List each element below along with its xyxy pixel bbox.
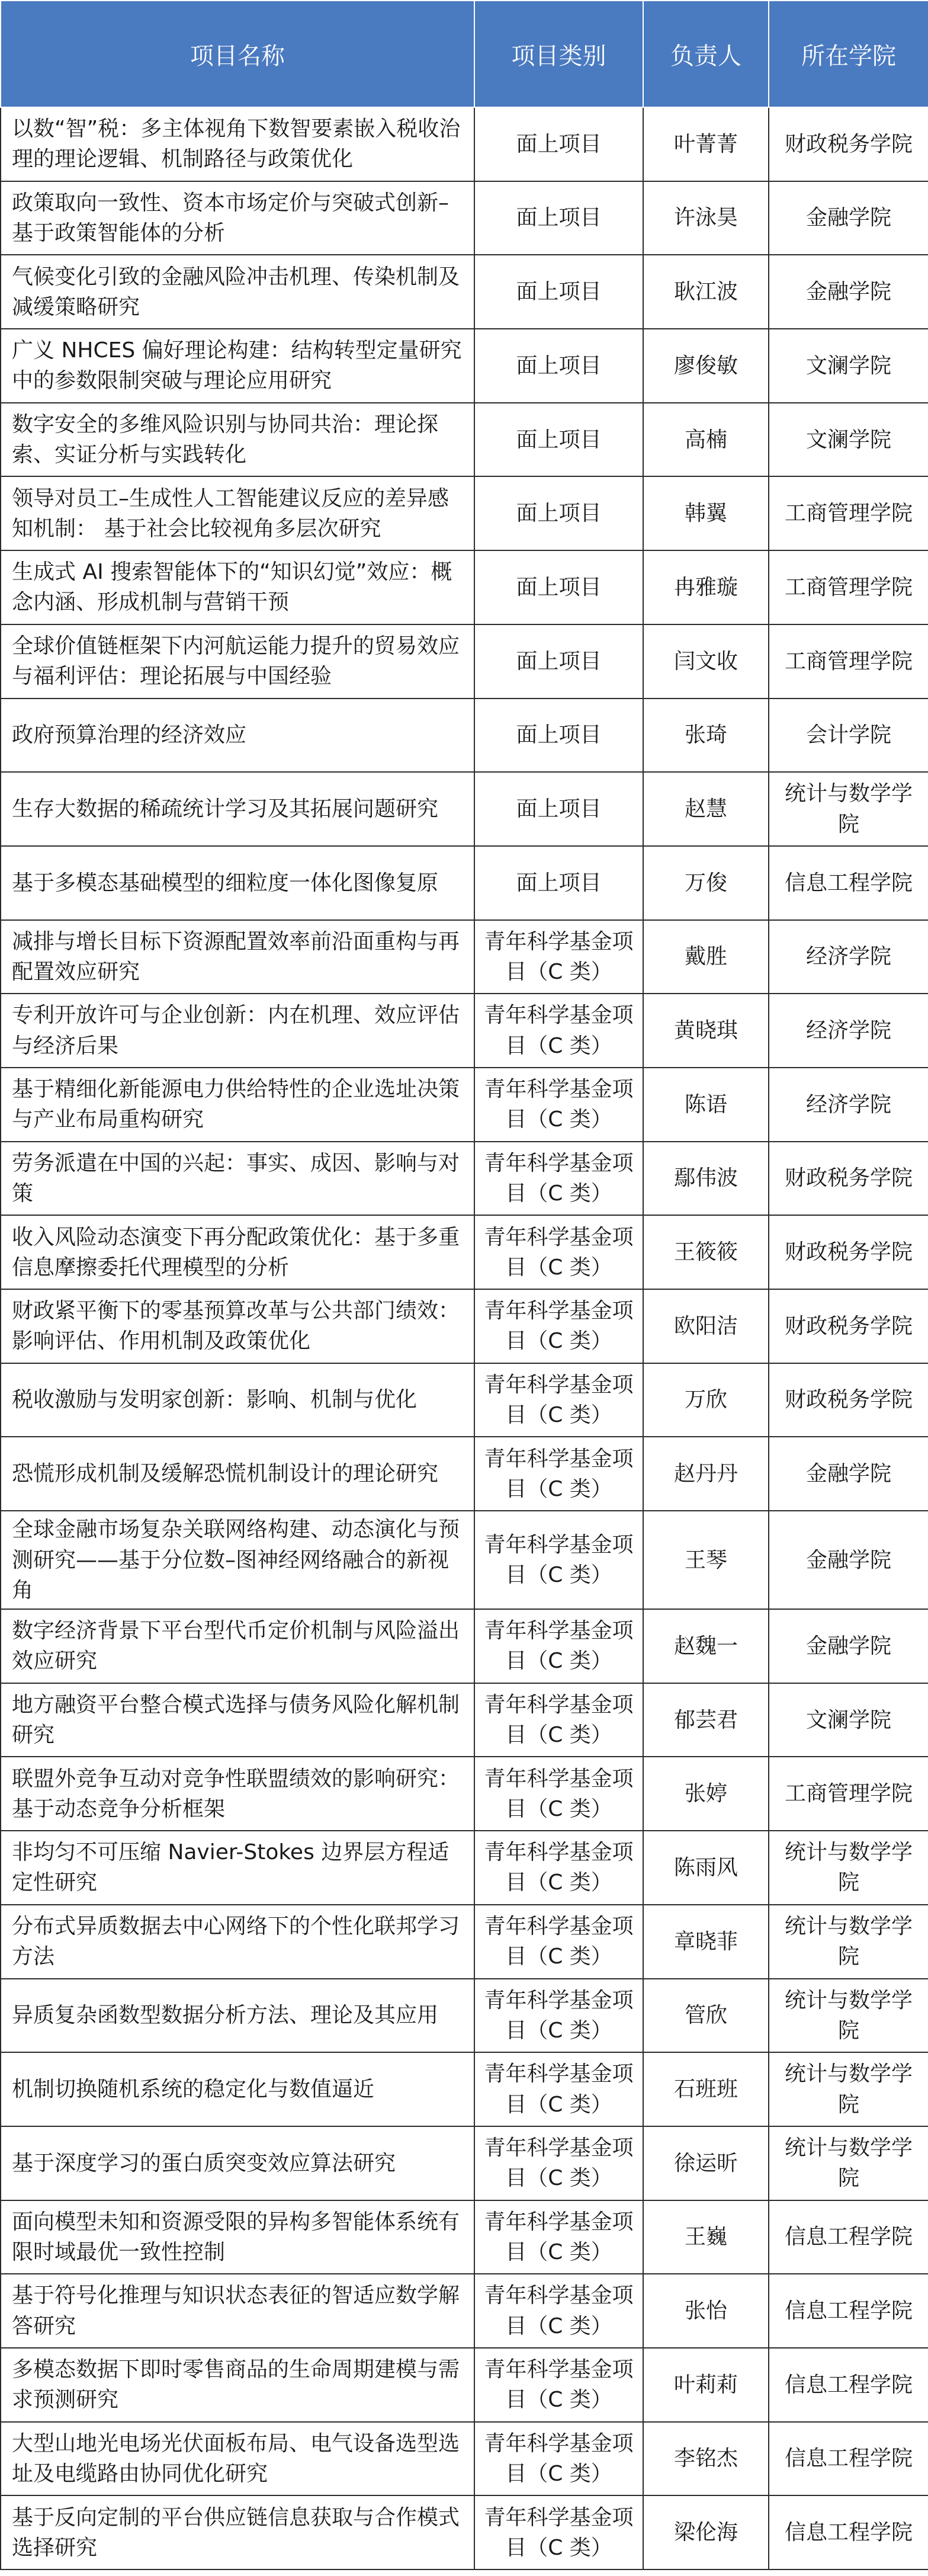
leader-cell: 王筱筱 xyxy=(643,1215,769,1289)
table-row xyxy=(1,994,928,1068)
project-name-cell: 基于精细化新能源电力供给特性的企业选址决策与产业布局重构研究 xyxy=(1,1068,474,1142)
project-category-cell: 青年科学基金项目（C 类） xyxy=(474,1757,643,1831)
table-row xyxy=(1,920,928,994)
project-category-cell: 青年科学基金项目（C 类） xyxy=(474,1979,643,2053)
header-project-category: 项目类别 xyxy=(474,1,643,107)
project-name-cell: 政策取向一致性、资本市场定价与突破式创新–基于政策智能体的分析 xyxy=(1,181,474,255)
leader-cell: 耿江波 xyxy=(643,255,769,329)
leader-cell: 廖俊敏 xyxy=(643,329,769,403)
leader-cell: 冉雅璇 xyxy=(643,550,769,624)
college-cell: 财政税务学院 xyxy=(769,1363,928,1437)
project-name-cell: 政府预算治理的经济效应 xyxy=(1,699,474,773)
college-cell: 工商管理学院 xyxy=(769,476,928,550)
project-name-cell: 非均匀不可压缩 Navier-Stokes 边界层方程适定性研究 xyxy=(1,1831,474,1905)
college-cell: 金融学院 xyxy=(769,255,928,329)
project-category-cell: 青年科学基金项目（C 类） xyxy=(474,1683,643,1757)
table-row xyxy=(1,403,928,477)
project-name-cell: 基于符号化推理与知识状态表征的智适应数学解答研究 xyxy=(1,2274,474,2348)
college-cell: 信息工程学院 xyxy=(769,2200,928,2274)
project-category-cell: 青年科学基金项目（C 类） xyxy=(474,920,643,994)
table-row xyxy=(1,255,928,329)
project-category-cell: 青年科学基金项目（C 类） xyxy=(474,1831,643,1905)
table-row xyxy=(1,1068,928,1142)
leader-cell: 陈语 xyxy=(643,1068,769,1142)
college-cell: 金融学院 xyxy=(769,1437,928,1511)
college-cell: 文澜学院 xyxy=(769,329,928,403)
project-name-cell: 减排与增长目标下资源配置效率前沿面重构与再配置效应研究 xyxy=(1,920,474,994)
table-row xyxy=(1,1289,928,1363)
leader-cell: 张怡 xyxy=(643,2274,769,2348)
table-row xyxy=(1,1831,928,1905)
college-cell: 信息工程学院 xyxy=(769,2348,928,2422)
header-row xyxy=(1,1,928,107)
table-row xyxy=(1,2274,928,2348)
table-row xyxy=(1,329,928,403)
college-cell: 财政税务学院 xyxy=(769,1289,928,1363)
table-row xyxy=(1,2126,928,2200)
project-name-cell: 大型山地光电场光伏面板布局、电气设备选型选址及电缆路由协同优化研究 xyxy=(1,2422,474,2496)
table-row xyxy=(1,1609,928,1683)
table-row xyxy=(1,1905,928,1979)
leader-cell: 赵丹丹 xyxy=(643,1437,769,1511)
leader-cell: 万俊 xyxy=(643,846,769,920)
project-name-cell: 以数“智”税：多主体视角下数智要素嵌入税收治理的理论逻辑、机制路径与政策优化 xyxy=(1,107,474,181)
project-category-cell: 青年科学基金项目（C 类） xyxy=(474,1511,643,1609)
table-row xyxy=(1,1757,928,1831)
leader-cell: 章晓菲 xyxy=(643,1905,769,1979)
project-category-cell: 青年科学基金项目（C 类） xyxy=(474,1142,643,1216)
table-row xyxy=(1,550,928,624)
project-category-cell: 青年科学基金项目（C 类） xyxy=(474,1437,643,1511)
table-row xyxy=(1,1142,928,1216)
project-category-cell: 青年科学基金项目（C 类） xyxy=(474,1905,643,1979)
college-cell: 统计与数学学院 xyxy=(769,1905,928,1979)
project-category-cell: 面上项目 xyxy=(474,476,643,550)
table-row xyxy=(1,699,928,773)
table-row xyxy=(1,624,928,699)
project-name-cell: 收入风险动态演变下再分配政策优化：基于多重信息摩擦委托代理模型的分析 xyxy=(1,1215,474,1289)
college-cell: 财政税务学院 xyxy=(769,1142,928,1216)
leader-cell: 戴胜 xyxy=(643,920,769,994)
project-name-cell: 领导对员工–生成性人工智能建议反应的差异感知机制： 基于社会比较视角多层次研究 xyxy=(1,476,474,550)
project-category-cell: 青年科学基金项目（C 类） xyxy=(474,2274,643,2348)
college-cell: 工商管理学院 xyxy=(769,1757,928,1831)
college-cell: 工商管理学院 xyxy=(769,624,928,699)
project-name-cell: 广义 NHCES 偏好理论构建：结构转型定量研究中的参数限制突破与理论应用研究 xyxy=(1,329,474,403)
college-cell: 统计与数学学院 xyxy=(769,2052,928,2126)
table-row xyxy=(1,1511,928,1609)
table-row xyxy=(1,2495,928,2569)
header-college: 所在学院 xyxy=(769,1,928,107)
project-category-cell: 面上项目 xyxy=(474,699,643,773)
leader-cell: 万欣 xyxy=(643,1363,769,1437)
college-cell: 财政税务学院 xyxy=(769,107,928,181)
college-cell: 文澜学院 xyxy=(769,1683,928,1757)
leader-cell: 郁芸君 xyxy=(643,1683,769,1757)
college-cell: 文澜学院 xyxy=(769,403,928,477)
table-row xyxy=(1,1215,928,1289)
project-category-cell: 面上项目 xyxy=(474,329,643,403)
project-category-cell: 面上项目 xyxy=(474,255,643,329)
project-category-cell: 青年科学基金项目（C 类） xyxy=(474,1609,643,1683)
table-row xyxy=(1,1363,928,1437)
project-name-cell: 面向模型未知和资源受限的异构多智能体系统有限时域最优一致性控制 xyxy=(1,2200,474,2274)
college-cell: 金融学院 xyxy=(769,1609,928,1683)
college-cell: 信息工程学院 xyxy=(769,2274,928,2348)
project-name-cell: 生存大数据的稀疏统计学习及其拓展问题研究 xyxy=(1,772,474,846)
project-name-cell: 基于反向定制的平台供应链信息获取与合作模式选择研究 xyxy=(1,2495,474,2569)
leader-cell: 李铭杰 xyxy=(643,2422,769,2496)
project-name-cell: 机制切换随机系统的稳定化与数值逼近 xyxy=(1,2052,474,2126)
leader-cell: 徐运昕 xyxy=(643,2126,769,2200)
project-category-cell: 青年科学基金项目（C 类） xyxy=(474,1289,643,1363)
leader-cell: 鄢伟波 xyxy=(643,1142,769,1216)
leader-cell: 闫文收 xyxy=(643,624,769,699)
project-name-cell: 气候变化引致的金融风险冲击机理、传染机制及减缓策略研究 xyxy=(1,255,474,329)
leader-cell: 梁伦海 xyxy=(643,2495,769,2569)
table-row xyxy=(1,2052,928,2126)
leader-cell: 王巍 xyxy=(643,2200,769,2274)
project-name-cell: 联盟外竞争互动对竞争性联盟绩效的影响研究：基于动态竞争分析框架 xyxy=(1,1757,474,1831)
project-category-cell: 青年科学基金项目（C 类） xyxy=(474,2200,643,2274)
college-cell: 信息工程学院 xyxy=(769,846,928,920)
college-cell: 金融学院 xyxy=(769,181,928,255)
table-row xyxy=(1,107,928,181)
leader-cell: 黄晓琪 xyxy=(643,994,769,1068)
project-name-cell: 地方融资平台整合模式选择与债务风险化解机制研究 xyxy=(1,1683,474,1757)
project-name-cell: 基于多模态基础模型的细粒度一体化图像复原 xyxy=(1,846,474,920)
project-name-cell: 异质复杂函数型数据分析方法、理论及其应用 xyxy=(1,1979,474,2053)
header-project-name: 项目名称 xyxy=(1,1,474,107)
college-cell: 统计与数学学院 xyxy=(769,2126,928,2200)
table-row xyxy=(1,476,928,550)
project-name-cell: 劳务派遣在中国的兴起：事实、成因、影响与对策 xyxy=(1,1142,474,1216)
project-category-cell: 青年科学基金项目（C 类） xyxy=(474,2495,643,2569)
project-category-cell: 面上项目 xyxy=(474,846,643,920)
college-cell: 工商管理学院 xyxy=(769,550,928,624)
project-name-cell: 数字安全的多维风险识别与协同共治：理论探索、实证分析与实践转化 xyxy=(1,403,474,477)
leader-cell: 许泳昊 xyxy=(643,181,769,255)
table-row xyxy=(1,1979,928,2053)
leader-cell: 张婷 xyxy=(643,1757,769,1831)
table-row xyxy=(1,2200,928,2274)
leader-cell: 叶莉莉 xyxy=(643,2348,769,2422)
leader-cell: 石班班 xyxy=(643,2052,769,2126)
project-category-cell: 青年科学基金项目（C 类） xyxy=(474,1068,643,1142)
project-category-cell: 面上项目 xyxy=(474,624,643,699)
leader-cell: 管欣 xyxy=(643,1979,769,2053)
leader-cell: 韩翼 xyxy=(643,476,769,550)
college-cell: 统计与数学学院 xyxy=(769,772,928,846)
project-name-cell: 全球金融市场复杂关联网络构建、动态演化与预测研究——基于分位数–图神经网络融合的新视角 xyxy=(1,1511,474,1609)
leader-cell: 赵魏一 xyxy=(643,1609,769,1683)
college-cell: 财政税务学院 xyxy=(769,1215,928,1289)
project-name-cell: 财政紧平衡下的零基预算改革与公共部门绩效：影响评估、作用机制及政策优化 xyxy=(1,1289,474,1363)
project-category-cell: 青年科学基金项目（C 类） xyxy=(474,2126,643,2200)
leader-cell: 张琦 xyxy=(643,699,769,773)
table-row xyxy=(1,846,928,920)
leader-cell: 欧阳洁 xyxy=(643,1289,769,1363)
college-cell: 统计与数学学院 xyxy=(769,1979,928,2053)
project-name-cell: 税收激励与发明家创新：影响、机制与优化 xyxy=(1,1363,474,1437)
project-name-cell: 分布式异质数据去中心网络下的个性化联邦学习方法 xyxy=(1,1905,474,1979)
header-leader: 负责人 xyxy=(643,1,769,107)
college-cell: 经济学院 xyxy=(769,994,928,1068)
project-category-cell: 面上项目 xyxy=(474,772,643,846)
project-name-cell: 恐慌形成机制及缓解恐慌机制设计的理论研究 xyxy=(1,1437,474,1511)
project-name-cell: 多模态数据下即时零售商品的生命周期建模与需求预测研究 xyxy=(1,2348,474,2422)
project-name-cell: 全球价值链框架下内河航运能力提升的贸易效应与福利评估：理论拓展与中国经验 xyxy=(1,624,474,699)
table-body xyxy=(1,107,928,2569)
project-category-cell: 青年科学基金项目（C 类） xyxy=(474,2052,643,2126)
college-cell: 会计学院 xyxy=(769,699,928,773)
leader-cell: 高楠 xyxy=(643,403,769,477)
table-row xyxy=(1,2348,928,2422)
college-cell: 信息工程学院 xyxy=(769,2495,928,2569)
college-cell: 信息工程学院 xyxy=(769,2422,928,2496)
project-category-cell: 面上项目 xyxy=(474,107,643,181)
table-row xyxy=(1,772,928,846)
project-category-cell: 面上项目 xyxy=(474,181,643,255)
college-cell: 统计与数学学院 xyxy=(769,1831,928,1905)
project-category-cell: 青年科学基金项目（C 类） xyxy=(474,1215,643,1289)
table-row xyxy=(1,1683,928,1757)
project-name-cell: 基于深度学习的蛋白质突变效应算法研究 xyxy=(1,2126,474,2200)
project-name-cell: 专利开放许可与企业创新：内在机理、效应评估与经济后果 xyxy=(1,994,474,1068)
college-cell: 经济学院 xyxy=(769,920,928,994)
table-header xyxy=(1,1,928,107)
project-category-cell: 面上项目 xyxy=(474,403,643,477)
leader-cell: 陈雨风 xyxy=(643,1831,769,1905)
college-cell: 金融学院 xyxy=(769,1511,928,1609)
project-category-cell: 面上项目 xyxy=(474,550,643,624)
table-row xyxy=(1,1437,928,1511)
leader-cell: 赵慧 xyxy=(643,772,769,846)
project-name-cell: 数字经济背景下平台型代币定价机制与风险溢出效应研究 xyxy=(1,1609,474,1683)
leader-cell: 王琴 xyxy=(643,1511,769,1609)
project-name-cell: 生成式 AI 搜索智能体下的“知识幻觉”效应：概念内涵、形成机制与营销干预 xyxy=(1,550,474,624)
college-cell: 经济学院 xyxy=(769,1068,928,1142)
project-category-cell: 青年科学基金项目（C 类） xyxy=(474,2422,643,2496)
project-category-cell: 青年科学基金项目（C 类） xyxy=(474,2348,643,2422)
project-category-cell: 青年科学基金项目（C 类） xyxy=(474,1363,643,1437)
leader-cell: 叶菁菁 xyxy=(643,107,769,181)
project-category-cell: 青年科学基金项目（C 类） xyxy=(474,994,643,1068)
table-row xyxy=(1,2422,928,2496)
table-row xyxy=(1,181,928,255)
